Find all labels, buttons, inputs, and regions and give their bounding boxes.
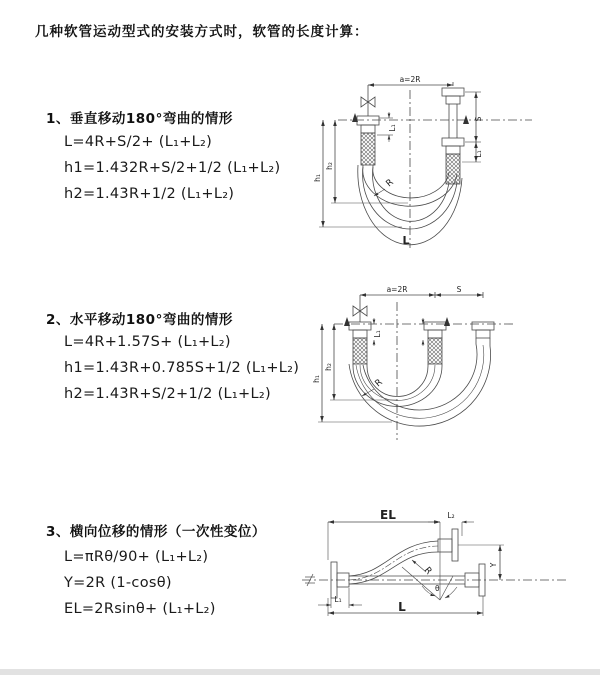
diagram-2-horizontal-180-bend <box>300 282 580 460</box>
radius-label: R <box>421 565 434 577</box>
diagram-1-vertical-180-bend <box>300 70 570 265</box>
position-arrow-left <box>344 317 350 326</box>
dim-label-l1: L₁ <box>373 330 382 338</box>
page-title: 几种软管运动型式的安装方式时，软管的长度计算： <box>35 24 369 40</box>
dim-label-l2: L₂ <box>447 511 455 520</box>
dim-label-h2: h₂ <box>324 363 333 371</box>
page-bottom-edge <box>0 669 600 675</box>
radius-label: R <box>373 377 385 390</box>
section-1-formula-h1: h1=1.432R+S/2+1/2 (L₁+L₂) <box>64 160 281 176</box>
section-2-formula-h2: h2=1.43R+S/2+1/2 (L₁+L₂) <box>64 386 271 402</box>
diagram-3-lateral-displacement <box>298 492 593 654</box>
dim-label-h1: h₁ <box>313 174 322 182</box>
section-2-formula-h1: h1=1.43R+0.785S+1/2 (L₁+L₂) <box>64 360 300 376</box>
section-1-formula-h2: h2=1.43R+1/2 (L₁+L₂) <box>64 186 235 202</box>
section-3-formula-EL: EL=2Rsinθ+ (L₁+L₂) <box>64 601 216 617</box>
section-2-formula-L: L=4R+1.57S+ (L₁+L₂) <box>64 334 231 350</box>
hose-braid-right <box>446 154 460 184</box>
length-label: L <box>402 234 410 247</box>
section-3-formula-Y: Y=2R (1-cosθ) <box>64 575 172 591</box>
section-3-formula-L: L=πRθ/90+ (L₁+L₂) <box>64 549 209 565</box>
hose-braid-middle <box>428 338 442 364</box>
dim-label-l1-right: L₁ <box>474 150 483 158</box>
dim-label-a: a=2R <box>399 75 421 84</box>
section-1-formula-L: L=4R+S/2+ (L₁+L₂) <box>64 134 213 150</box>
position-arrow-right <box>463 115 469 124</box>
dim-label-el: EL <box>380 508 396 522</box>
angle-arc-left <box>422 586 435 596</box>
hose-braid-left <box>361 133 375 165</box>
dim-label-h2: h₂ <box>325 162 334 170</box>
dim-label-l1-left: L₁ <box>388 124 397 132</box>
position-arrow-middle <box>444 317 450 326</box>
section-3-heading: 3、横向位移的情形（一次性变位） <box>46 524 266 540</box>
angle-arc-right <box>445 587 457 598</box>
dim-label-l: L <box>398 600 406 614</box>
dim-label-s: S <box>474 116 483 122</box>
dim-label-s: S <box>456 285 462 294</box>
angle-label: θ <box>435 584 440 593</box>
dim-label-a: a=2R <box>386 285 408 294</box>
radius-label: R <box>384 177 396 190</box>
dim-label-h1: h₁ <box>312 375 321 383</box>
dim-label-l1: L₁ <box>334 595 342 604</box>
hose-braid-left <box>353 338 367 364</box>
dim-label-y: Y <box>489 562 498 568</box>
section-2-heading: 2、水平移动180°弯曲的情形 <box>46 312 233 328</box>
flange-right-upper <box>452 529 458 561</box>
section-1-heading: 1、垂直移动180°弯曲的情形 <box>46 111 233 127</box>
